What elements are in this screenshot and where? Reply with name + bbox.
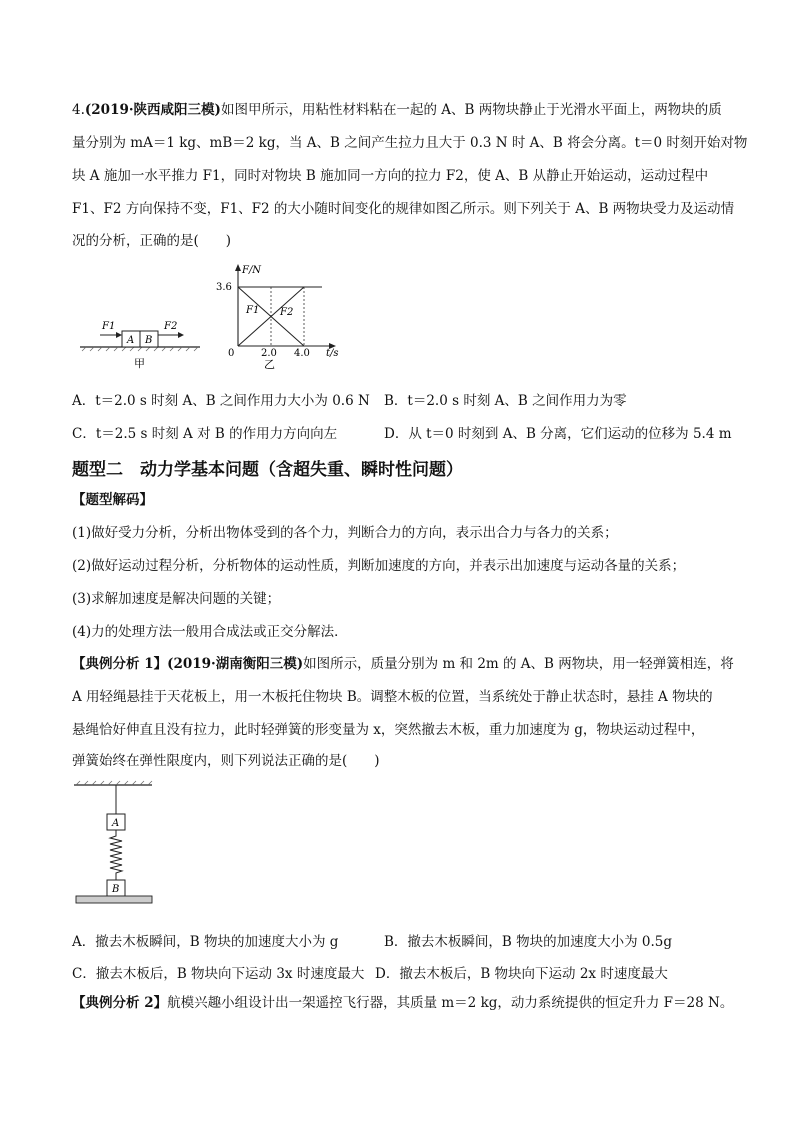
ex1-option-b[interactable]: B．撤去木板瞬间，B 物块的加速度大小为 0.5g [384, 934, 673, 950]
ex1-option-c[interactable]: C．撤去木板后，B 物块向下运动 3x 时速度最大 [72, 966, 365, 982]
ex1-option-a[interactable]: A．撤去木板瞬间，B 物块的加速度大小为 g [72, 934, 339, 950]
axis-x-tick-2: 4.0 [294, 348, 310, 359]
q4-line-2: 量分别为 mA＝1 kg、mB＝2 kg，当 A、B 之间产生拉力且大于 0.3 N 时 A、B 将会分离。t＝0 时刻开始对物 [72, 135, 748, 151]
axis-x-label: t/s [326, 348, 339, 359]
block-a-label: A [127, 335, 135, 346]
decode-item-1: (1)做好受力分析，分析出物体受到的各个力，判断合力的方向，表示出合力与各力的关系； [72, 525, 618, 541]
decode-item-4: (4)力的处理方法一般用合成法或正交分解法． [72, 624, 348, 640]
q4-line-4: F1、F2 方向保持不变，F1、F2 的大小随时间变化的规律如图乙所示。则下列关于 A、B 两物块受力及运动情 [72, 201, 735, 217]
figure-yi-caption: 乙 [264, 358, 275, 371]
ex2-text: 航模兴趣小组设计出一架遥控飞行器，其质量 m＝2 kg，动力系统提供的恒定升力 F＝28 N。 [167, 995, 734, 1011]
axis-y-tick: 3.6 [216, 282, 232, 293]
figure-jia-caption: 甲 [134, 357, 145, 370]
axis-y-label: F/N [242, 265, 262, 276]
figure-yi [214, 260, 364, 372]
q4-line-5: 况的分析，正确的是( ) [72, 233, 232, 249]
origin-label: 0 [228, 348, 235, 359]
ex1-source: (2019·湖南衡阳三模) [167, 656, 304, 672]
q4-option-d[interactable]: D．从 t＝0 时刻到 A、B 分离，它们运动的位移为 5.4 m [384, 426, 732, 442]
force-f2-label: F2 [164, 321, 178, 332]
ex1-text-1: 如图所示，质量分别为 m 和 2m 的 A、B 两物块，用一轻弹簧相连，将 [303, 656, 734, 672]
figure-jia [78, 315, 206, 373]
decode-item-3: (3)求解加速度是解决问题的关键； [72, 591, 281, 607]
block-b-label: B [145, 335, 153, 346]
curve-f2-label: F2 [280, 307, 294, 318]
q4-line-3: 块 A 施加一水平推力 F1，同时对物块 B 施加同一方向的拉力 F2，使 A、B 从静止开始运动，运动过程中 [72, 168, 709, 184]
ex1-line-1 [72, 655, 732, 673]
q4-option-a[interactable]: A．t＝2.0 s 时刻 A、B 之间作用力大小为 0.6 N [72, 393, 370, 409]
q4-line-1 [72, 101, 732, 119]
spring [110, 830, 122, 880]
figure-spring [72, 780, 158, 912]
decode-heading: 【题型解码】 [72, 492, 153, 508]
ex1-line-3: 悬绳恰好伸直且没有拉力，此时轻弹簧的形变量为 x，突然撤去木板，重力加速度为 g，物块运动过程中， [72, 722, 705, 738]
block-b-label: B [112, 884, 120, 895]
q4-text-1: 如图甲所示，用粘性材料粘在一起的 A、B 两物块静止于光滑水平面上，两物块的质 [220, 102, 722, 118]
q4-option-b[interactable]: B．t＝2.0 s 时刻 A、B 之间作用力为零 [384, 393, 627, 409]
ex1-line-4: 弹簧始终在弹性限度内，则下列说法正确的是( ) [72, 753, 380, 769]
ex1-option-d[interactable]: D．撤去木板后，B 物块向下运动 2x 时速度最大 [375, 966, 668, 982]
block-a-label: A [112, 818, 120, 829]
ex2-label: 【典例分析 2】 [72, 995, 168, 1011]
q4-source: (2019·陕西咸阳三模) [84, 102, 221, 118]
q4-number: 4. [72, 102, 85, 118]
curve-f1-label: F1 [246, 305, 260, 316]
ex2-line-1 [72, 994, 732, 1012]
q4-option-c[interactable]: C．t＝2.5 s 时刻 A 对 B 的作用力方向向左 [72, 426, 338, 442]
force-f1-label: F1 [102, 321, 116, 332]
section-title: 题型二 动力学基本问题（含超失重、瞬时性问题） [72, 460, 463, 480]
decode-item-2: (2)做好运动过程分析，分析物体的运动性质，判断加速度的方向，并表示出加速度与运动各量的关系； [72, 558, 686, 574]
ex1-line-2: A 用轻绳悬挂于天花板上，用一木板托住物块 B。调整木板的位置，当系统处于静止状态时，悬挂 A 物块的 [72, 689, 713, 705]
board [76, 896, 152, 903]
ex1-label: 【典例分析 1】 [72, 656, 168, 672]
axis-x-tick-1: 2.0 [261, 348, 277, 359]
